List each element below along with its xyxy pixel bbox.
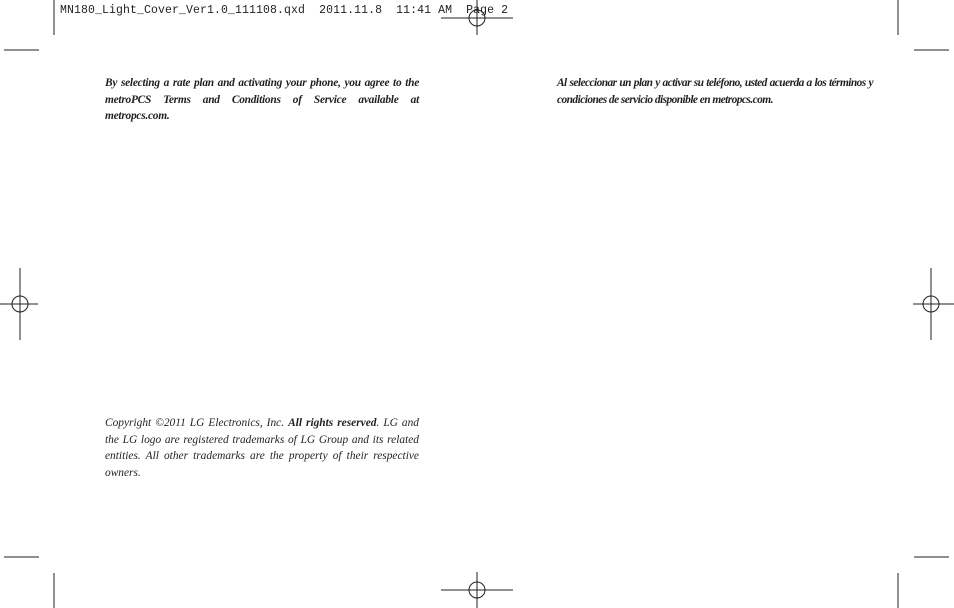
registration-mark-bottom <box>441 572 513 608</box>
slug-time: 11:41 AM <box>396 4 453 17</box>
agreement-text-spanish: Al seleccionar un plan y activar su teléfono, usted acuerda a los términos y condiciones de servicio disponible en metropcs.com. <box>557 77 873 106</box>
slug-page-label: Page 2 <box>466 4 509 17</box>
registration-mark-right <box>913 268 954 340</box>
copyright-emphasis: All rights reserved <box>288 417 377 429</box>
copyright-prefix: Copyright ©2011 LG Electronics, Inc. <box>105 417 285 429</box>
slug-filename: MN180_Light_Cover_Ver1.0_111108.qxd <box>60 4 306 17</box>
copyright-rest: . LG and the LG logo are registered trademarks of LG Group and its related entities. All other trademarks are the property of their respective owners. <box>105 417 419 479</box>
slug-date: 2011.11.8 <box>319 4 383 17</box>
agreement-text-english: By selecting a rate plan and activating your phone, you agree to the metroPCS Terms and Conditions of Service available at metropcs.com. <box>105 77 419 122</box>
registration-mark-top <box>441 0 513 35</box>
registration-mark-left <box>0 268 38 340</box>
